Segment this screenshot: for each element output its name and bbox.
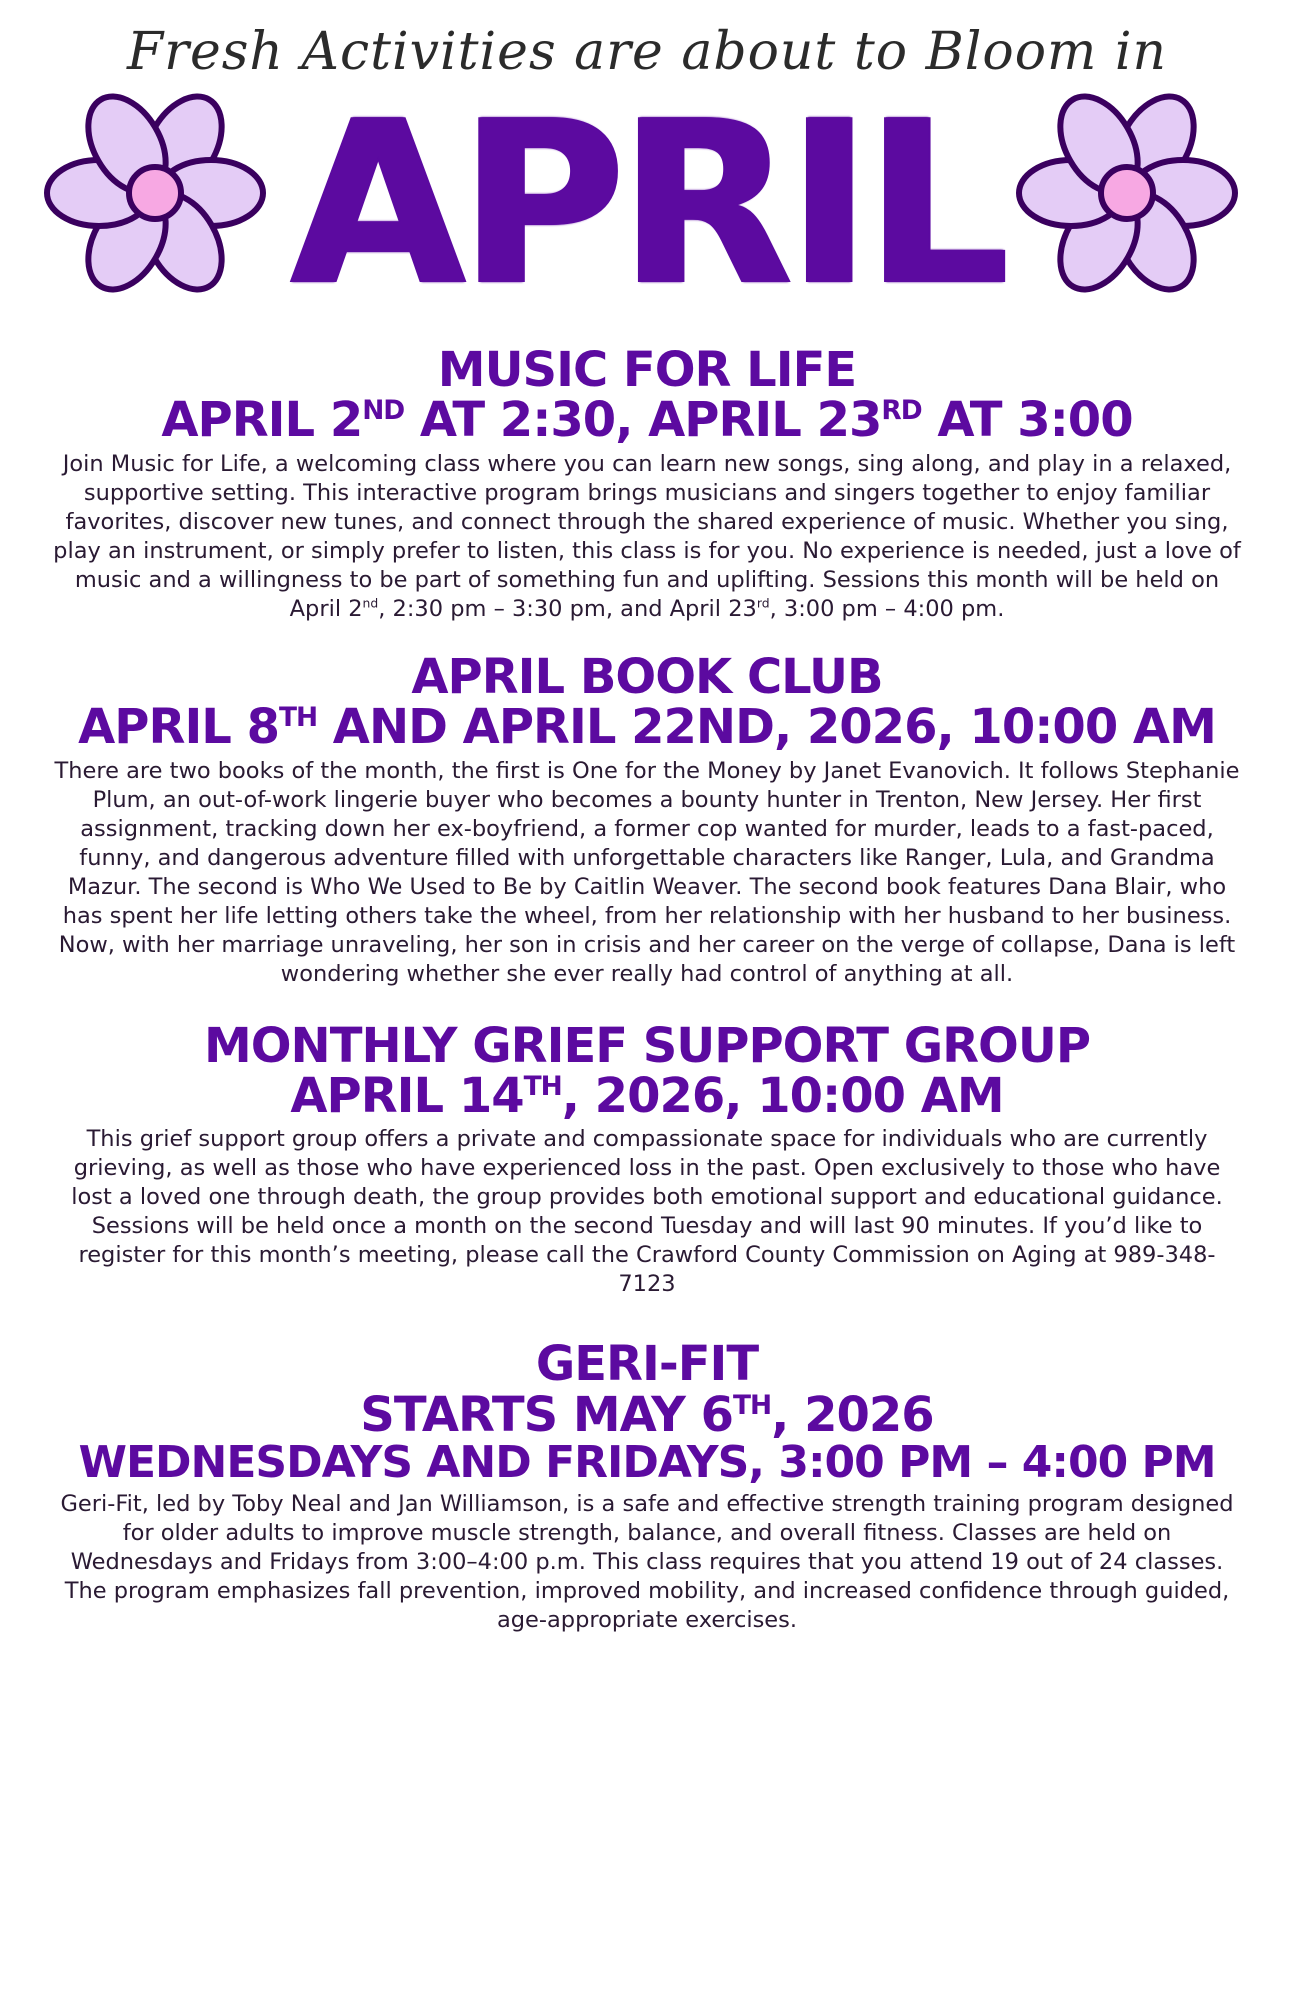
activity-grief-support	[50, 1017, 1244, 1300]
activity-date	[50, 699, 1244, 756]
description-text: , 2:30 pm – 3:30 pm, and April 23	[378, 595, 757, 622]
date-suffix: RD	[881, 395, 922, 427]
flyer-tagline: Fresh Activities are about to Bloom in	[127, 22, 1167, 82]
date-suffix: TH	[279, 702, 318, 734]
date-text: , 2026	[771, 1386, 934, 1443]
date-text: APRIL 14	[290, 1067, 524, 1124]
activities-list	[50, 342, 1244, 1635]
activity-schedule: WEDNESDAYS AND FRIDAYS, 3:00 PM – 4:00 PM	[78, 1437, 1216, 1489]
date-text: , 2026, 10:00 AM	[561, 1067, 1004, 1124]
date-text: AT 2:30, APRIL 23	[404, 392, 882, 449]
description-text: , 3:00 pm – 4:00 pm.	[769, 595, 1005, 622]
date-suffix: ND	[362, 395, 405, 427]
activity-title: GERI-FIT	[535, 1336, 759, 1393]
activity-description	[50, 450, 1244, 624]
activity-book-club	[50, 648, 1244, 989]
activity-description: This grief support group offers a private and compassionate space for individuals who are currently grieving, as well as those who have experienced loss in the past. Open exclusively to those who have lost a loved one through death, the group provides both emotional support and educational guidance. Sessions will be held once a month on the second Tuesday and will last 90 minutes. If you’d like to register for this month’s meeting, please call the Crawford County Commission on Aging at 989-348-7123	[71, 1126, 1223, 1298]
date-text: STARTS MAY 6	[360, 1386, 734, 1443]
date-text: APRIL 2	[161, 392, 363, 449]
description-suffix: nd	[362, 596, 379, 611]
date-text: APRIL 8	[78, 699, 279, 756]
description-text: Join Music for Life, a welcoming class where you can learn new songs, sing along, and play in a relaxed, supportive setting. This interactive program brings musicians and singers together to enjoy familiar favorites, discover new tunes, and connect through the shared experience of music. Whether you sing, play an instrument, or simply prefer to listen, this class is for you. No experience is needed, just a love of music and a willingness to be part of something fun and uplifting. Sessions this month will be held on April 2	[53, 450, 1241, 622]
date-text: AND APRIL 22ND, 2026, 10:00 AM	[317, 699, 1216, 756]
activity-title: MONTHLY GRIEF SUPPORT GROUP	[203, 1017, 1091, 1074]
flower-center	[1101, 167, 1153, 219]
activity-geri-fit	[50, 1336, 1244, 1635]
date-suffix: TH	[523, 1070, 562, 1102]
activity-description: Geri-Fit, led by Toby Neal and Jan Williamson, is a safe and effective strength training program designed for older adults to improve muscle strength, balance, and overall fitness. Classes are held on Wednesdays and Fridays from 3:00–4:00 p.m. This class requires that you attend 19 out of 24 classes. The program emphasizes fall prevention, improved mobility, and increased confidence through guided, age-appropriate exercises.	[60, 1491, 1234, 1634]
activity-description: There are two books of the month, the first is One for the Money by Janet Evanovich. It follows Stephanie Plum, an out-of-work lingerie buyer who becomes a bounty hunter in Trenton, New Jersey. Her first assignment, tracking down her ex-boyfriend, a former cop wanted for murder, leads to a fast-paced, funny, and dangerous adventure filled with unforgettable characters like Ranger, Lula, and Grandma Mazur. The second is Who We Used to Be by Caitlin Weaver. The second book features Dana Blair, who has spent her life letting others take the wheel, from her relationship with her husband to her business. Now, with her marriage unraveling, her son in crisis and her career on the verge of collapse, Dana is left wondering whether she ever really had control of anything at all.	[54, 757, 1240, 987]
activity-date	[50, 1386, 1244, 1443]
description-suffix: rd	[756, 596, 770, 611]
date-text: AT 3:00	[921, 392, 1133, 449]
flower-icon	[1012, 78, 1242, 308]
activity-date	[50, 392, 1244, 449]
activity-title: APRIL BOOK CLUB	[411, 648, 883, 705]
date-suffix: TH	[733, 1389, 772, 1421]
activity-title: MUSIC FOR LIFE	[437, 342, 857, 398]
month-title: APRIL	[290, 73, 1004, 336]
activity-date	[50, 1067, 1244, 1124]
activity-music-for-life	[50, 342, 1244, 624]
